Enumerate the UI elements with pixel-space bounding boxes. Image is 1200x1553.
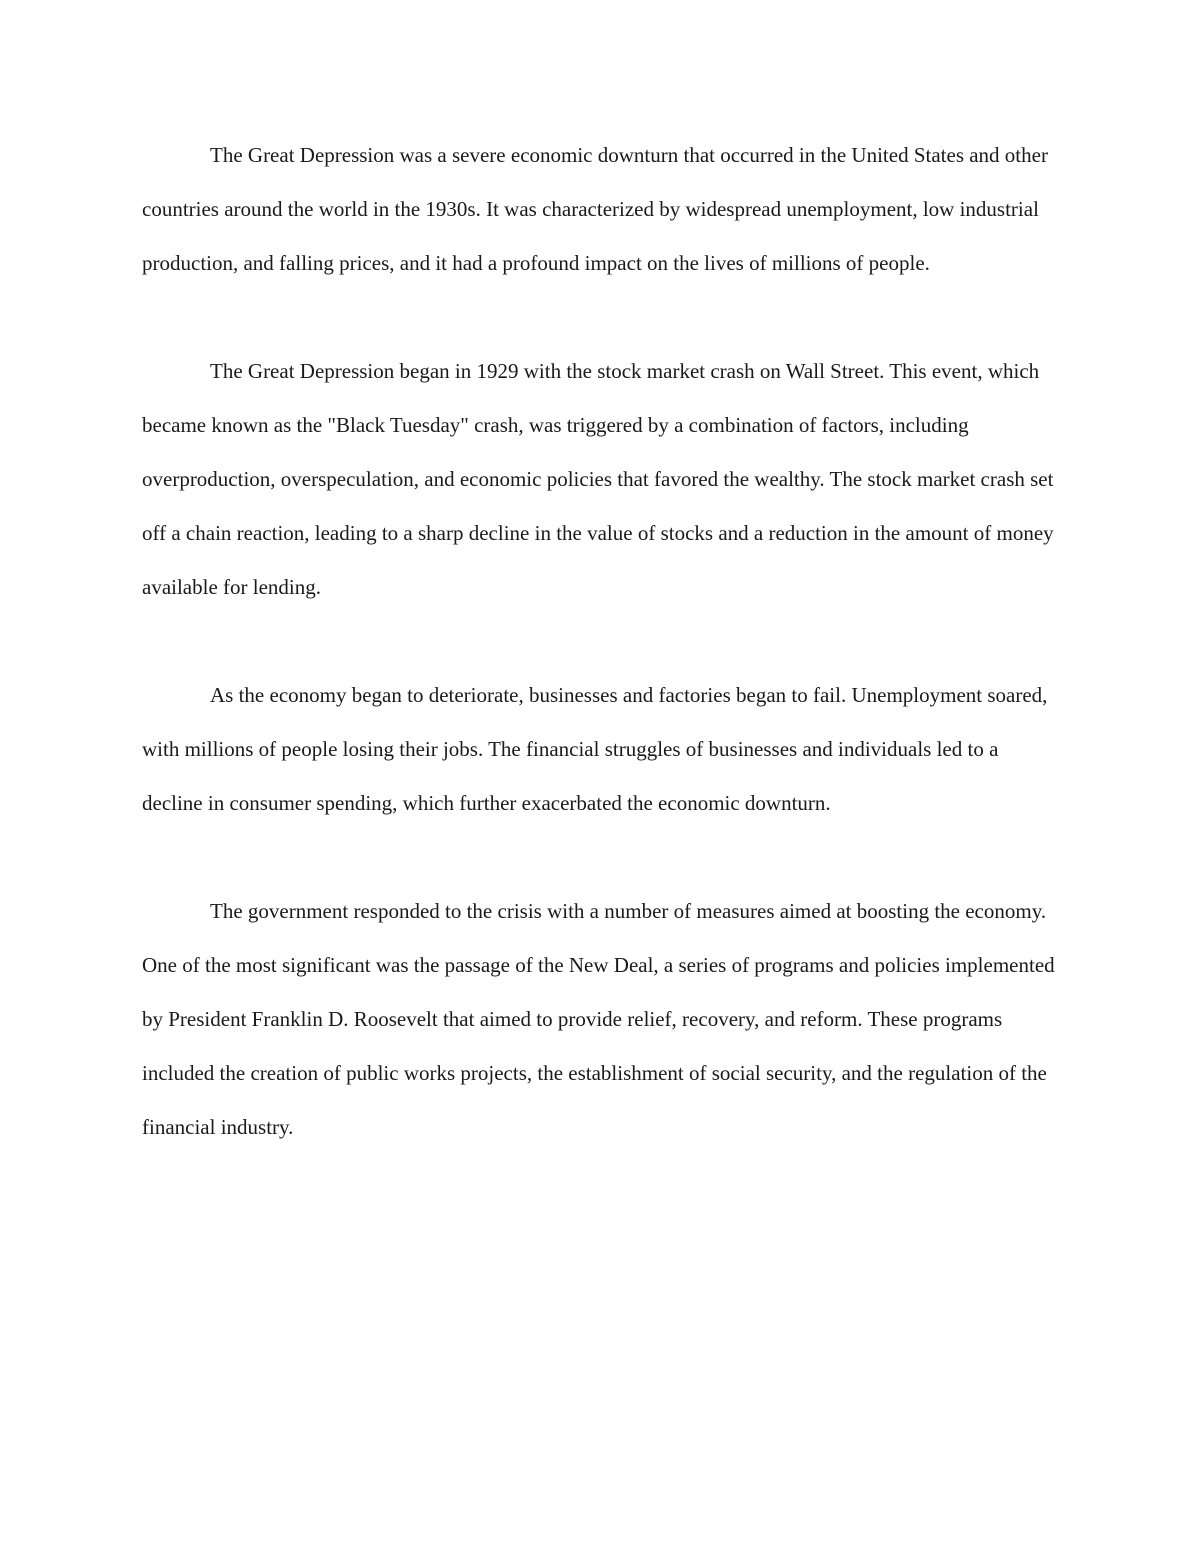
paragraph-3: As the economy began to deteriorate, businesses and factories began to fail. Unemployment soared, with millions of people losing their jobs. The financial struggles of businesses and individuals led to a decline in consumer spending, which further exacerbated the economic downturn. <box>142 683 1048 815</box>
paragraph-2: The Great Depression began in 1929 with the stock market crash on Wall Street. This event, which became known as the "Black Tuesday" crash, was triggered by a combination of factors, including overproduction, overspeculation, and economic policies that favored the wealthy. The stock market crash set off a chain reaction, leading to a sharp decline in the value of stocks and a reduction in the amount of money available for lending. <box>142 359 1054 599</box>
paragraph-4: The government responded to the crisis with a number of measures aimed at boosting the economy. One of the most significant was the passage of the New Deal, a series of programs and policies implemented by President Franklin D. Roosevelt that aimed to provide relief, recovery, and reform. These programs included the creation of public works projects, the establishment of social security, and the regulation of the financial industry. <box>142 899 1055 1139</box>
paragraph-1: The Great Depression was a severe economic downturn that occurred in the United States and other countries around the world in the 1930s. It was characterized by widespread unemployment, low industrial production, and falling prices, and it had a profound impact on the lives of millions of people. <box>142 143 1048 275</box>
document-body <box>142 128 1062 1208</box>
